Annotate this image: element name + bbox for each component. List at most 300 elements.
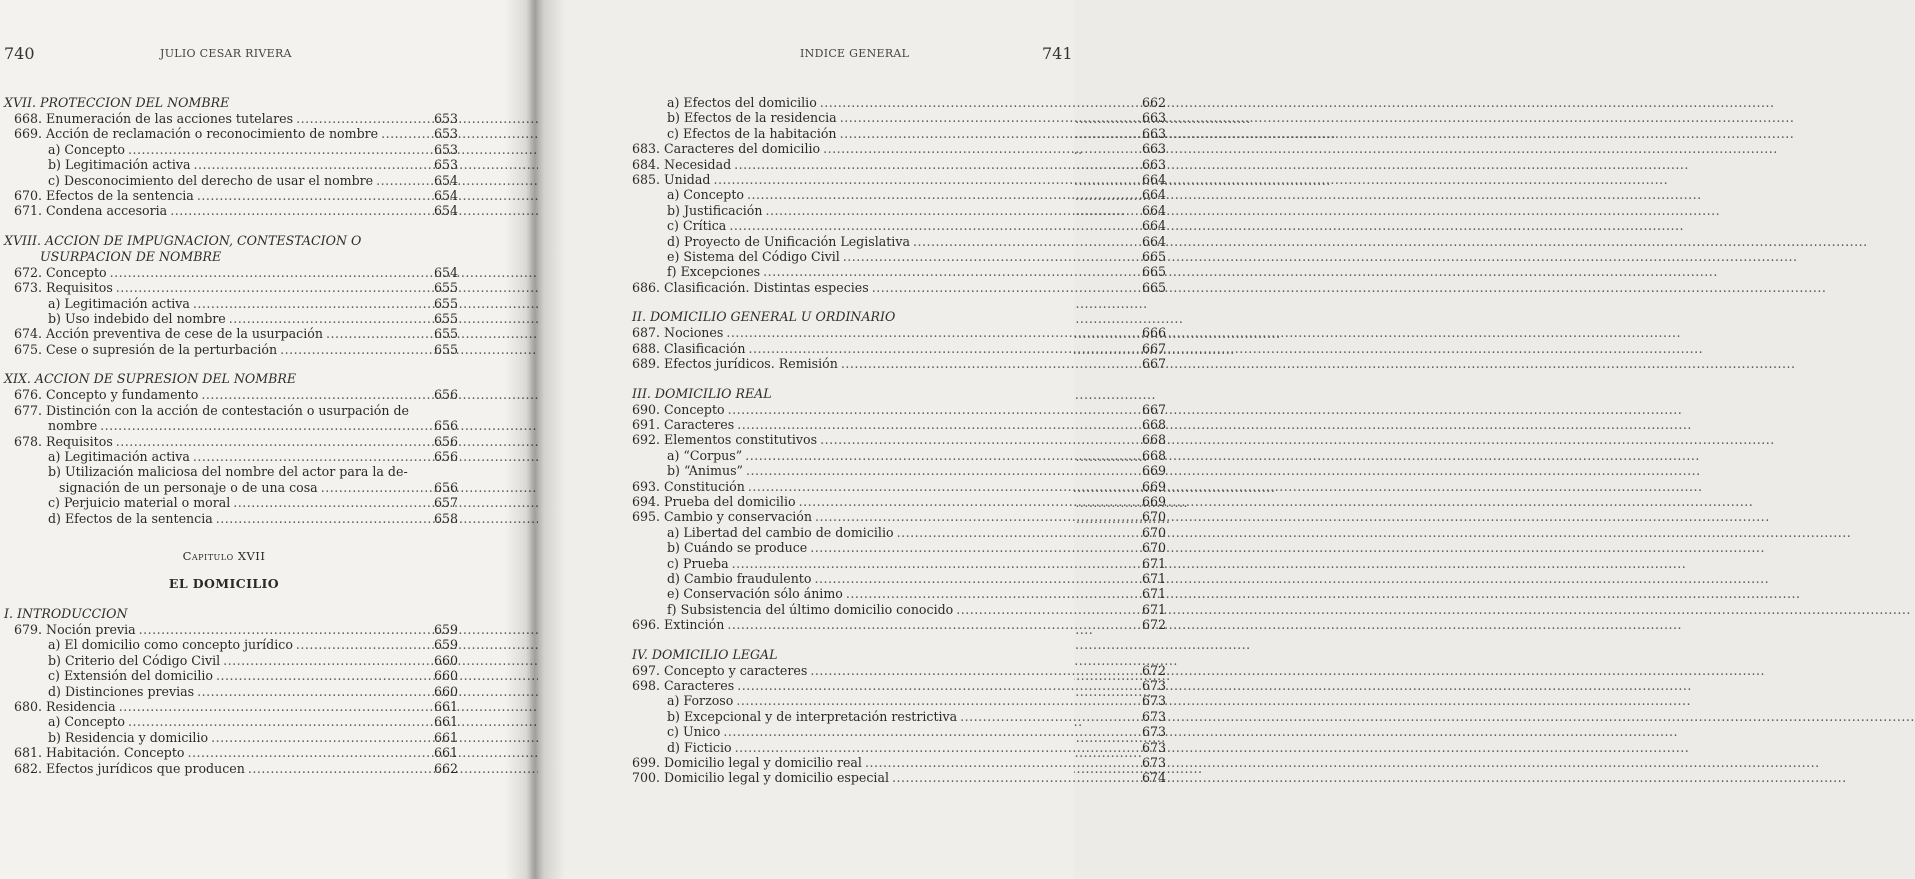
dot-leader bbox=[100, 418, 429, 433]
entry-page-number: 653 bbox=[433, 157, 458, 173]
section-heading: I. INTRODUCCION bbox=[4, 605, 128, 621]
toc-entry[interactable] bbox=[4, 141, 458, 157]
toc-entry[interactable] bbox=[632, 586, 1166, 601]
entry-title: 685. Unidad bbox=[632, 172, 711, 188]
toc-entry[interactable] bbox=[632, 724, 1166, 739]
toc-entry[interactable] bbox=[4, 714, 458, 730]
dot-leader bbox=[211, 730, 429, 745]
entry-page-number: 664 bbox=[1141, 218, 1166, 234]
entry-title: 683. Caracteres del domicilio bbox=[632, 141, 821, 157]
toc-column bbox=[632, 95, 1166, 786]
dot-leader bbox=[763, 264, 1137, 279]
entry-page-number: 671 bbox=[1141, 586, 1166, 602]
dot-leader bbox=[810, 663, 1137, 678]
dot-leader bbox=[799, 494, 1137, 509]
entry-title: 686. Clasificación. Distintas especies bbox=[632, 279, 869, 295]
section-spacer bbox=[4, 219, 444, 233]
dot-leader bbox=[193, 296, 429, 311]
toc-entry[interactable] bbox=[632, 755, 1166, 770]
chapter-label: Capitulo XVII bbox=[182, 548, 266, 563]
entry-page-number: 671 bbox=[1141, 601, 1166, 617]
toc-entry[interactable] bbox=[4, 403, 444, 418]
entry-page-number: 664 bbox=[1141, 202, 1166, 218]
toc-entry[interactable] bbox=[632, 325, 1166, 340]
dot-leader bbox=[296, 111, 429, 126]
dot-leader bbox=[280, 342, 429, 357]
entry-page-number: 664 bbox=[1141, 187, 1166, 203]
dot-leader bbox=[865, 755, 1137, 770]
running-head: JULIO CESAR RIVERA bbox=[160, 47, 292, 60]
dot-leader bbox=[248, 761, 429, 776]
entry-page-number: 665 bbox=[1141, 279, 1166, 295]
entry-title: c) Prueba bbox=[667, 555, 729, 571]
dot-leader bbox=[729, 218, 1137, 233]
entry-page-number: 664 bbox=[1141, 172, 1166, 188]
toc-entry[interactable] bbox=[632, 740, 1166, 755]
dot-leader bbox=[216, 668, 429, 683]
entry-title: a) Concepto bbox=[48, 714, 125, 730]
toc-entry[interactable] bbox=[632, 172, 1166, 187]
toc-entry[interactable] bbox=[632, 663, 1166, 678]
dot-leader bbox=[128, 714, 429, 729]
toc-entry[interactable] bbox=[632, 509, 1166, 524]
entry-title: 684. Necesidad bbox=[632, 156, 732, 172]
entry-page-number: 661 bbox=[433, 714, 458, 730]
entry-title: 689. Efectos jurídicos. Remisión bbox=[632, 356, 838, 372]
dot-leader bbox=[810, 540, 1137, 555]
dot-leader bbox=[193, 449, 429, 464]
dot-leader bbox=[726, 325, 1137, 340]
dot-leader bbox=[139, 622, 429, 637]
entry-title: nombre bbox=[48, 418, 98, 434]
dot-leader bbox=[747, 187, 1137, 202]
entry-title: 681. Habitación. Concepto bbox=[14, 745, 185, 761]
dot-leader bbox=[713, 172, 1137, 187]
dot-leader bbox=[960, 709, 1137, 724]
toc-entry[interactable] bbox=[4, 637, 458, 653]
entry-page-number: 655 bbox=[433, 280, 458, 296]
page-number: 740 bbox=[4, 44, 35, 63]
entry-page-number: 674 bbox=[1141, 770, 1166, 786]
entry-page-number: 654 bbox=[433, 172, 458, 188]
dot-leader bbox=[820, 432, 1137, 447]
entry-page-number: 656 bbox=[433, 433, 458, 449]
entry-title: 693. Constitución bbox=[632, 478, 745, 494]
toc-entry[interactable] bbox=[4, 387, 458, 403]
entry-title: 692. Elementos constitutivos bbox=[632, 432, 818, 448]
entry-page-number: 673 bbox=[1141, 708, 1166, 724]
entry-page-number: 673 bbox=[1141, 724, 1166, 740]
toc-entry[interactable] bbox=[4, 418, 458, 434]
dot-leader bbox=[216, 511, 429, 526]
section-heading: IV. DOMICILIO LEGAL bbox=[632, 646, 778, 662]
dot-leader bbox=[732, 556, 1137, 571]
entry-title: 698. Caracteres bbox=[632, 678, 735, 693]
toc-entry[interactable] bbox=[632, 770, 1166, 785]
entry-title: c) Unico bbox=[667, 724, 721, 740]
entry-title: 699. Domicilio legal y domicilio real bbox=[632, 755, 862, 771]
dot-leader bbox=[745, 448, 1137, 463]
entry-title: d) Efectos de la sentencia bbox=[48, 510, 213, 526]
entry-title: a) El domicilio como concepto jurídico bbox=[48, 637, 293, 653]
entry-page-number: 661 bbox=[433, 698, 458, 714]
entry-title: c) Crítica bbox=[667, 218, 727, 234]
dot-leader bbox=[734, 157, 1137, 172]
entry-page-number: 673 bbox=[1141, 739, 1166, 755]
section-spacer bbox=[632, 372, 1166, 386]
entry-title: 688. Clasificación bbox=[632, 340, 746, 356]
dot-leader bbox=[119, 699, 429, 714]
dot-leader bbox=[913, 234, 1137, 249]
entry-page-number: 661 bbox=[433, 729, 458, 745]
toc-entry[interactable] bbox=[4, 745, 458, 761]
entry-title: a) Concepto bbox=[667, 187, 744, 203]
dot-leader bbox=[820, 95, 1137, 110]
entry-page-number: 665 bbox=[1141, 249, 1166, 265]
toc-entry[interactable] bbox=[4, 264, 458, 280]
entry-page-number: 663 bbox=[1141, 156, 1166, 172]
section-heading: XIX. ACCION DE SUPRESION DEL NOMBRE bbox=[4, 371, 297, 387]
dot-leader bbox=[737, 678, 1137, 693]
entry-title: 682. Efectos jurídicos que producen bbox=[14, 760, 245, 776]
toc-entry[interactable] bbox=[4, 203, 458, 219]
dot-leader bbox=[815, 509, 1137, 524]
entry-title: 672. Concepto bbox=[14, 264, 107, 280]
toc-entry[interactable] bbox=[4, 172, 458, 188]
dot-leader bbox=[170, 203, 429, 218]
entry-title: 696. Extinción bbox=[632, 617, 725, 633]
entry-title: 695. Cambio y conservación bbox=[632, 509, 813, 525]
toc-entry[interactable] bbox=[632, 463, 1166, 478]
entry-title: a) “Corpus” bbox=[667, 447, 743, 463]
dot-leader bbox=[814, 571, 1137, 586]
toc-entry[interactable] bbox=[4, 295, 458, 311]
toc-entry[interactable] bbox=[632, 617, 1166, 632]
toc-entry[interactable] bbox=[4, 311, 458, 327]
section-spacer bbox=[4, 592, 444, 606]
entry-title: 687. Nociones bbox=[632, 325, 724, 341]
dot-leader bbox=[723, 724, 1137, 739]
entry-page-number: 661 bbox=[433, 745, 458, 761]
section-spacer bbox=[632, 295, 1166, 309]
entry-page-number: 669 bbox=[1141, 463, 1166, 479]
entry-page-number: 656 bbox=[433, 479, 458, 495]
entry-title: signación de un personaje o de una cosa bbox=[59, 479, 318, 495]
dot-leader bbox=[233, 495, 429, 510]
toc-entry[interactable] bbox=[632, 571, 1166, 586]
entry-page-number: 673 bbox=[1141, 755, 1166, 771]
dot-leader bbox=[746, 463, 1137, 478]
entry-page-number: 659 bbox=[433, 621, 458, 637]
dot-leader bbox=[296, 637, 429, 652]
dot-leader bbox=[188, 745, 429, 760]
section-spacer bbox=[4, 357, 444, 371]
dot-leader bbox=[381, 126, 429, 141]
entry-title: 691. Caracteres bbox=[632, 416, 735, 432]
entry-title: 671. Condena accesoria bbox=[14, 203, 168, 219]
entry-page-number: 670 bbox=[1141, 509, 1166, 525]
toc-entry[interactable] bbox=[632, 218, 1166, 233]
toc-entry[interactable] bbox=[632, 341, 1166, 356]
dot-leader bbox=[193, 157, 429, 172]
entry-page-number: 668 bbox=[1141, 447, 1166, 463]
entry-page-number: 663 bbox=[1141, 110, 1166, 126]
dot-leader bbox=[748, 479, 1137, 494]
entry-page-number: 671 bbox=[1141, 570, 1166, 586]
entry-title: 668. Enumeración de las acciones tutelares bbox=[14, 111, 294, 126]
entry-page-number: 673 bbox=[1141, 678, 1166, 693]
entry-title: a) Forzoso bbox=[667, 693, 734, 709]
entry-page-number: 673 bbox=[1141, 693, 1166, 709]
entry-page-number: 670 bbox=[1141, 524, 1166, 540]
toc-entry[interactable] bbox=[632, 95, 1166, 110]
entry-title: a) Libertad del cambio de domicilio bbox=[667, 524, 894, 540]
entry-page-number: 667 bbox=[1141, 401, 1166, 417]
entry-page-number: 672 bbox=[1141, 617, 1166, 633]
entry-title: d) Proyecto de Unificación Legislativa bbox=[667, 233, 910, 249]
toc-entry[interactable] bbox=[4, 510, 458, 526]
entry-title: f) Excepciones bbox=[667, 264, 761, 280]
left-page bbox=[0, 0, 530, 879]
toc-entry[interactable] bbox=[632, 494, 1166, 509]
entry-title: b) Excepcional y de interpretación restrictiva bbox=[667, 708, 958, 724]
entry-page-number: 653 bbox=[433, 126, 458, 142]
entry-title: 700. Domicilio legal y domicilio especial bbox=[632, 770, 889, 786]
entry-page-number: 663 bbox=[1141, 141, 1166, 157]
toc-entry[interactable] bbox=[4, 652, 458, 668]
dot-leader bbox=[229, 311, 429, 326]
dot-leader bbox=[846, 586, 1137, 601]
toc-entry[interactable] bbox=[632, 693, 1166, 708]
toc-entry[interactable] bbox=[632, 187, 1166, 202]
toc-entry[interactable] bbox=[632, 203, 1166, 218]
entry-title: 677. Distinción con la acción de contestación o usurpación de bbox=[14, 402, 409, 418]
entry-title: 679. Noción previa bbox=[14, 621, 136, 637]
entry-title: b) Cuándo se produce bbox=[667, 540, 808, 556]
toc-entry[interactable] bbox=[4, 433, 458, 449]
toc-entry[interactable] bbox=[4, 448, 458, 464]
entry-title: c) Desconocimiento del derecho de usar el nombre bbox=[48, 172, 374, 188]
entry-page-number: 655 bbox=[433, 341, 458, 357]
toc-entry[interactable] bbox=[4, 111, 458, 126]
dot-leader bbox=[110, 265, 429, 280]
dot-leader bbox=[765, 203, 1137, 218]
entry-page-number: 655 bbox=[433, 295, 458, 311]
entry-title: 690. Concepto bbox=[632, 401, 725, 417]
dot-leader bbox=[841, 356, 1137, 371]
entry-page-number: 671 bbox=[1141, 555, 1166, 571]
entry-page-number: 663 bbox=[1141, 125, 1166, 141]
toc-entry[interactable] bbox=[632, 540, 1166, 555]
entry-page-number: 660 bbox=[433, 668, 458, 684]
dot-leader bbox=[840, 126, 1137, 141]
dot-leader bbox=[748, 341, 1137, 356]
dot-leader bbox=[326, 326, 429, 341]
toc-entry[interactable] bbox=[4, 464, 444, 479]
entry-title: 670. Efectos de la sentencia bbox=[14, 188, 194, 204]
section-heading: USURPACION DE NOMBRE bbox=[40, 248, 222, 264]
entry-title: a) Legitimación activa bbox=[48, 448, 190, 464]
entry-page-number: 662 bbox=[1141, 95, 1166, 110]
toc-entry[interactable] bbox=[4, 621, 458, 637]
entry-title: d) Cambio fraudulento bbox=[667, 570, 812, 586]
entry-title: a) Efectos del domicilio bbox=[667, 95, 817, 110]
entry-title: c) Efectos de la habitación bbox=[667, 125, 837, 141]
toc-entry[interactable] bbox=[632, 280, 1166, 295]
toc-entry[interactable] bbox=[632, 141, 1166, 156]
entry-title: b) Justificación bbox=[667, 202, 763, 218]
toc-entry[interactable] bbox=[632, 432, 1166, 447]
entry-title: e) Conservación sólo ánimo bbox=[667, 586, 843, 602]
dot-leader bbox=[956, 602, 1137, 617]
entry-title: 694. Prueba del domicilio bbox=[632, 493, 796, 509]
section-heading: XVII. PROTECCION DEL NOMBRE bbox=[4, 95, 230, 110]
dot-leader bbox=[843, 249, 1137, 264]
dot-leader bbox=[892, 770, 1137, 785]
toc-entry[interactable] bbox=[4, 341, 458, 357]
entry-page-number: 656 bbox=[433, 418, 458, 434]
entry-title: b) “Animus” bbox=[667, 463, 743, 479]
entry-page-number: 667 bbox=[1141, 340, 1166, 356]
dot-leader bbox=[823, 141, 1137, 156]
entry-title: b) Legitimación activa bbox=[48, 157, 191, 173]
toc-entry[interactable] bbox=[632, 110, 1166, 125]
toc-entry[interactable] bbox=[4, 683, 458, 699]
toc-entry[interactable] bbox=[4, 280, 458, 296]
running-head: INDICE GENERAL bbox=[800, 47, 910, 60]
entry-page-number: 653 bbox=[433, 141, 458, 157]
entry-page-number: 656 bbox=[433, 387, 458, 403]
toc-entry[interactable] bbox=[632, 556, 1166, 571]
entry-title: c) Extensión del domicilio bbox=[48, 668, 213, 684]
dot-leader bbox=[728, 402, 1137, 417]
toc-entry[interactable] bbox=[632, 678, 1166, 693]
entry-title: 675. Cese o supresión de la perturbación bbox=[14, 341, 278, 357]
entry-title: a) Legitimación activa bbox=[48, 295, 190, 311]
entry-title: f) Subsistencia del último domicilio conocido bbox=[667, 601, 954, 617]
page-number: 741 bbox=[1042, 44, 1073, 63]
toc-entry[interactable] bbox=[632, 602, 1166, 617]
entry-page-number: 664 bbox=[1141, 233, 1166, 249]
entry-title: 669. Acción de reclamación o reconocimiento de nombre bbox=[14, 126, 379, 142]
entry-page-number: 666 bbox=[1141, 325, 1166, 341]
entry-title: b) Criterio del Código Civil bbox=[48, 652, 221, 668]
toc-entry[interactable] bbox=[4, 729, 458, 745]
toc-entry[interactable] bbox=[4, 126, 458, 142]
toc-entry[interactable] bbox=[632, 402, 1166, 417]
dot-leader bbox=[737, 417, 1137, 432]
toc-entry[interactable] bbox=[632, 479, 1166, 494]
entry-page-number: 660 bbox=[433, 652, 458, 668]
toc-entry[interactable] bbox=[4, 668, 458, 684]
entry-title: 676. Concepto y fundamento bbox=[14, 387, 199, 403]
dot-leader bbox=[736, 693, 1137, 708]
entry-title: b) Uso indebido del nombre bbox=[48, 311, 226, 327]
toc-entry[interactable] bbox=[4, 188, 458, 204]
entry-title: 678. Requisitos bbox=[14, 433, 113, 449]
dot-leader bbox=[128, 142, 429, 157]
toc-entry[interactable] bbox=[632, 525, 1166, 540]
entry-title: b) Efectos de la residencia bbox=[667, 110, 837, 126]
dot-leader bbox=[223, 653, 429, 668]
section-heading: III. DOMICILIO REAL bbox=[632, 385, 772, 401]
toc-entry[interactable] bbox=[632, 126, 1166, 141]
toc-entry[interactable] bbox=[4, 698, 458, 714]
toc-entry[interactable] bbox=[632, 356, 1166, 371]
dot-leader bbox=[376, 173, 429, 188]
toc-entry[interactable] bbox=[632, 709, 1166, 724]
toc-entry[interactable] bbox=[632, 448, 1166, 463]
entry-title: 680. Residencia bbox=[14, 698, 116, 714]
dot-leader bbox=[840, 110, 1137, 125]
dot-leader bbox=[116, 280, 429, 295]
entry-page-number: 656 bbox=[433, 448, 458, 464]
toc-entry[interactable] bbox=[632, 264, 1166, 279]
toc-entry[interactable] bbox=[632, 234, 1166, 249]
section-heading: II. DOMICILIO GENERAL U ORDINARIO bbox=[632, 309, 896, 325]
toc-entry[interactable] bbox=[4, 326, 458, 342]
toc-entry[interactable] bbox=[632, 157, 1166, 172]
entry-title: b) Residencia y domicilio bbox=[48, 729, 209, 745]
dot-leader bbox=[897, 525, 1137, 540]
entry-page-number: 654 bbox=[433, 188, 458, 204]
toc-entry[interactable] bbox=[632, 249, 1166, 264]
dot-leader bbox=[321, 480, 429, 495]
entry-page-number: 654 bbox=[433, 203, 458, 219]
toc-entry[interactable] bbox=[4, 479, 458, 495]
toc-entry[interactable] bbox=[632, 417, 1166, 432]
entry-title: d) Distinciones previas bbox=[48, 683, 195, 699]
entry-page-number: 667 bbox=[1141, 356, 1166, 372]
entry-page-number: 659 bbox=[433, 637, 458, 653]
right-page bbox=[538, 0, 1166, 879]
toc-column bbox=[4, 95, 458, 776]
entry-title: 673. Requisitos bbox=[14, 280, 113, 296]
section-heading: XVIII. ACCION DE IMPUGNACION, CONTESTACION O bbox=[4, 232, 362, 248]
toc-entry[interactable] bbox=[4, 157, 458, 173]
entry-page-number: 657 bbox=[433, 495, 458, 511]
dot-leader bbox=[197, 188, 429, 203]
dot-leader bbox=[735, 740, 1137, 755]
entry-title: b) Utilización maliciosa del nombre del actor para la de- bbox=[48, 464, 408, 480]
entry-page-number: 654 bbox=[433, 264, 458, 280]
entry-page-number: 670 bbox=[1141, 540, 1166, 556]
entry-page-number: 672 bbox=[1141, 662, 1166, 678]
entry-title: e) Sistema del Código Civil bbox=[667, 249, 840, 265]
dot-leader bbox=[201, 387, 429, 402]
dot-leader bbox=[116, 434, 429, 449]
dot-leader bbox=[197, 684, 429, 699]
toc-entry[interactable] bbox=[4, 495, 458, 511]
dot-leader bbox=[872, 280, 1137, 295]
entry-page-number: 660 bbox=[433, 683, 458, 699]
chapter-title: EL DOMICILIO bbox=[168, 575, 280, 591]
section-spacer bbox=[632, 633, 1166, 647]
entry-page-number: 658 bbox=[433, 510, 458, 526]
entry-title: 697. Concepto y caracteres bbox=[632, 662, 808, 678]
entry-page-number: 668 bbox=[1141, 416, 1166, 432]
entry-page-number: 653 bbox=[433, 111, 458, 126]
entry-page-number: 669 bbox=[1141, 493, 1166, 509]
entry-page-number: 662 bbox=[433, 760, 458, 776]
entry-page-number: 665 bbox=[1141, 264, 1166, 280]
toc-entry[interactable] bbox=[4, 760, 458, 776]
entry-page-number: 668 bbox=[1141, 432, 1166, 448]
entry-page-number: 655 bbox=[433, 311, 458, 327]
dot-leader bbox=[727, 617, 1137, 632]
entry-page-number: 669 bbox=[1141, 478, 1166, 494]
entry-page-number: 655 bbox=[433, 326, 458, 342]
